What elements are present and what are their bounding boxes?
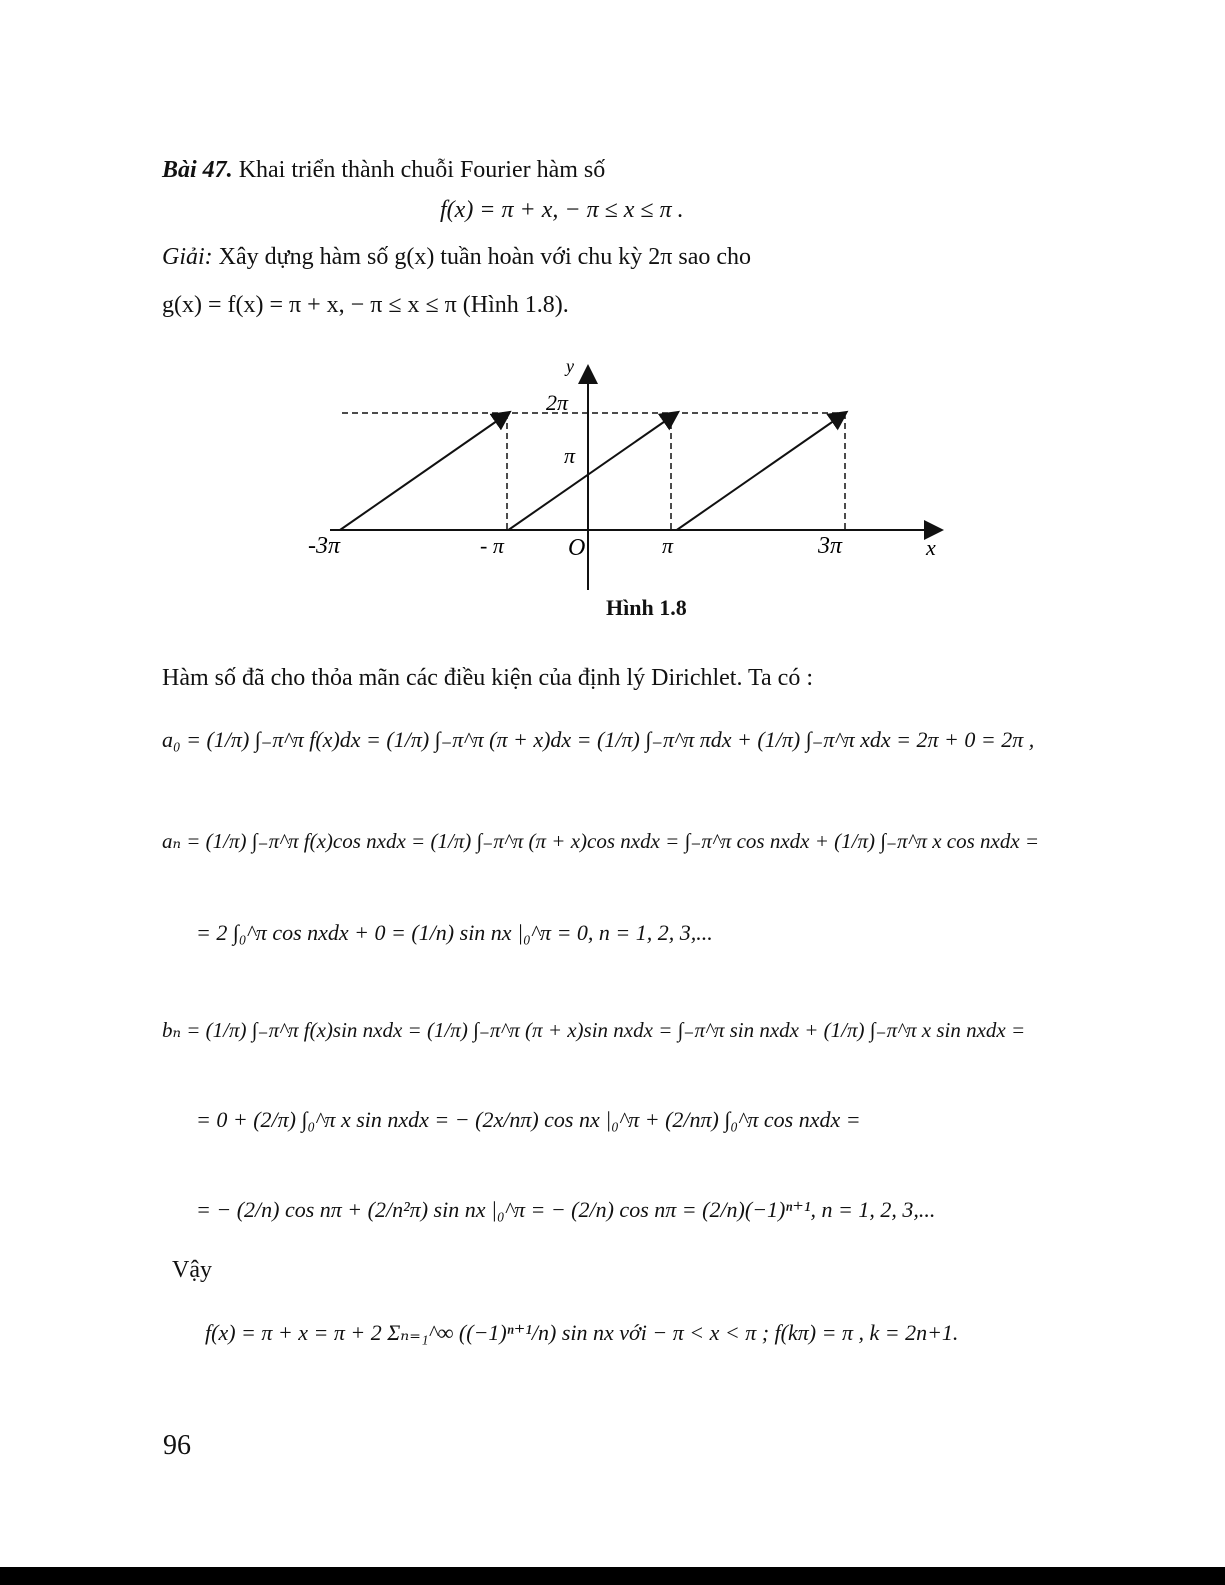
conclusion-label: Vậy <box>172 1257 212 1283</box>
equation-an-line-1: aₙ = (1/π) ∫₋π^π f(x)cos nxdx = (1/π) ∫₋π^π (π + x)cos nxdx = ∫₋π^π cos nxdx + (1/π) ∫₋π^π x cos nxdx = <box>162 829 1040 853</box>
solution-text-1: Xây dựng hàm số g(x) tuần hoàn với chu kỳ 2π sao cho <box>218 244 752 270</box>
origin-label: O <box>568 535 586 561</box>
x-tick-minus-pi: - π <box>480 533 504 558</box>
x-tick-minus-3pi: -3π <box>308 533 341 559</box>
solution-text-2: g(x) = f(x) = π + x, − π ≤ x ≤ π (Hình 1.8). <box>162 292 569 318</box>
problem-function: f(x) = π + x, − π ≤ x ≤ π . <box>440 197 684 223</box>
x-tick-pi: π <box>662 533 674 558</box>
sawtooth-segment-2 <box>508 413 676 530</box>
sawtooth-segment-3 <box>677 413 845 530</box>
x-axis-label: x <box>926 535 936 560</box>
equation-bn-line-3: = − (2/n) cos nπ + (2/n²π) sin nx |₀^π = − (2/n) cos nπ = (2/n)(−1)ⁿ⁺¹, n = 1, 2, 3,... <box>196 1197 936 1222</box>
solution-label: Giải: <box>162 244 213 270</box>
sawtooth-segment-1 <box>340 413 508 530</box>
equation-an-line-2: = 2 ∫₀^π cos nxdx + 0 = (1/n) sin nx |₀^π = 0, n = 1, 2, 3,... <box>196 920 713 945</box>
figure-caption: Hình 1.8 <box>606 595 687 620</box>
y-tick-2pi: 2π <box>546 390 569 415</box>
final-expansion: f(x) = π + x = π + 2 Σₙ₌₁^∞ ((−1)ⁿ⁺¹/n) sin nx với − π < x < π ; f(kπ) = π , k = 2n+1. <box>205 1320 959 1345</box>
figure-1-8 <box>300 350 960 590</box>
equation-bn-line-1: bₙ = (1/π) ∫₋π^π f(x)sin nxdx = (1/π) ∫₋π^π (π + x)sin nxdx = ∫₋π^π sin nxdx + (1/π) ∫₋π^π x sin nxdx = <box>162 1018 1026 1042</box>
equation-bn-line-2: = 0 + (2/π) ∫₀^π x sin nxdx = − (2x/nπ) cos nx |₀^π + (2/nπ) ∫₀^π cos nxdx = <box>196 1107 861 1132</box>
problem-label: Bài 47. <box>162 157 233 183</box>
scan-bottom-edge <box>0 1567 1225 1585</box>
y-axis-label: y <box>566 356 574 376</box>
x-tick-3pi: 3π <box>818 533 843 559</box>
page-number: 96 <box>163 1430 191 1461</box>
problem-line <box>162 155 605 185</box>
dirichlet-line: Hàm số đã cho thỏa mãn các điều kiện của định lý Dirichlet. Ta có : <box>162 665 813 691</box>
y-tick-pi: π <box>564 443 576 468</box>
equation-a0: a₀ = (1/π) ∫₋π^π f(x)dx = (1/π) ∫₋π^π (π + x)dx = (1/π) ∫₋π^π πdx + (1/π) ∫₋π^π xdx = 2π + 0 = 2π , <box>162 727 1035 752</box>
solution-line-1 <box>162 242 751 272</box>
problem-statement: Khai triển thành chuỗi Fourier hàm số <box>238 157 606 183</box>
